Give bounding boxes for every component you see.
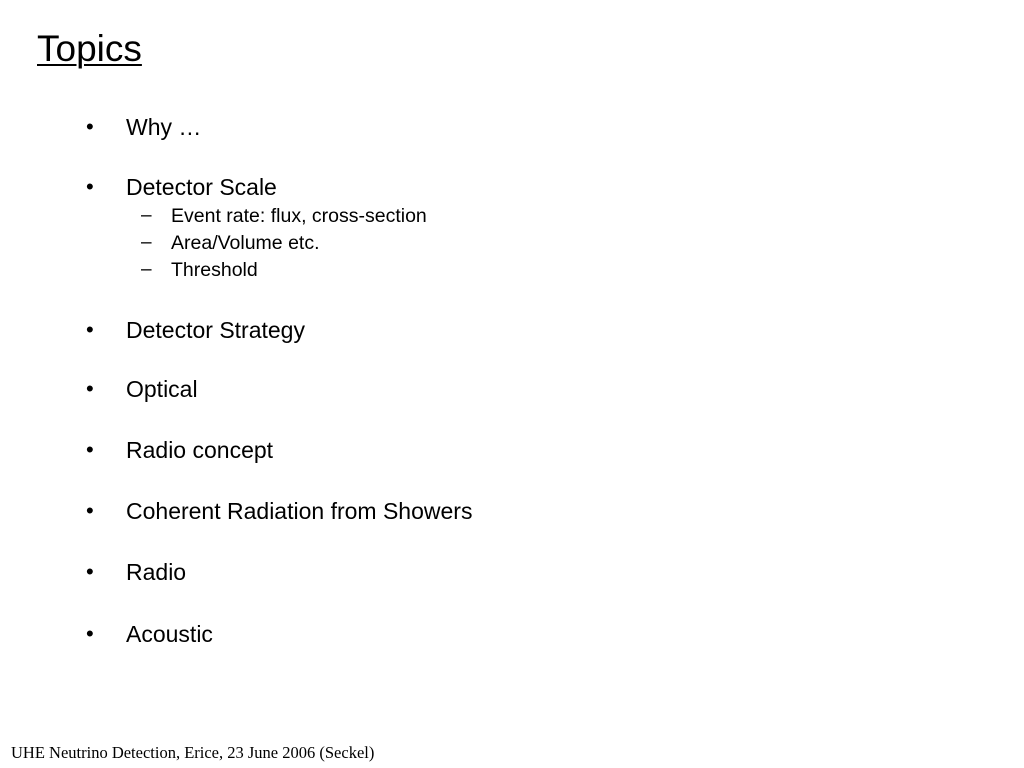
bullet-label: Detector Scale <box>126 174 277 200</box>
dash-icon: – <box>141 205 152 226</box>
slide-title: Topics <box>37 28 142 69</box>
bullet-label: Optical <box>126 376 198 402</box>
bullet-icon: • <box>86 437 94 462</box>
dash-icon: – <box>141 232 152 253</box>
subitem-event-rate <box>0 204 1024 228</box>
slide-footer: UHE Neutrino Detection, Erice, 23 June 2006 (Seckel) <box>11 743 375 762</box>
bullet-icon: • <box>86 376 94 401</box>
bullet-label: Radio concept <box>126 437 274 463</box>
subitem-label: Event rate: flux, cross-section <box>171 205 427 227</box>
bullet-label: Why … <box>126 114 202 140</box>
bullet-item-detector-strategy <box>0 315 1024 345</box>
bullet-item-radio-concept <box>0 435 1024 465</box>
subitem-threshold <box>0 258 1024 282</box>
bullet-label: Detector Strategy <box>126 317 305 343</box>
bullet-item-why <box>0 112 1024 142</box>
bullet-icon: • <box>86 498 94 523</box>
bullet-icon: • <box>86 174 94 199</box>
bullet-icon: • <box>86 114 94 139</box>
subitem-label: Area/Volume etc. <box>171 232 320 254</box>
bullet-item-coherent-radiation <box>0 496 1024 526</box>
bullet-label: Coherent Radiation from Showers <box>126 498 473 524</box>
bullet-icon: • <box>86 317 94 342</box>
bullet-label: Radio <box>126 559 187 585</box>
bullet-item-acoustic <box>0 619 1024 649</box>
bullet-icon: • <box>86 621 94 646</box>
bullet-item-radio <box>0 557 1024 587</box>
subitem-label: Threshold <box>171 259 258 281</box>
bullet-item-optical <box>0 374 1024 404</box>
bullet-icon: • <box>86 559 94 584</box>
subitem-area-volume <box>0 231 1024 255</box>
dash-icon: – <box>141 259 152 280</box>
bullet-label: Acoustic <box>126 621 213 647</box>
bullet-item-detector-scale <box>0 172 1024 202</box>
